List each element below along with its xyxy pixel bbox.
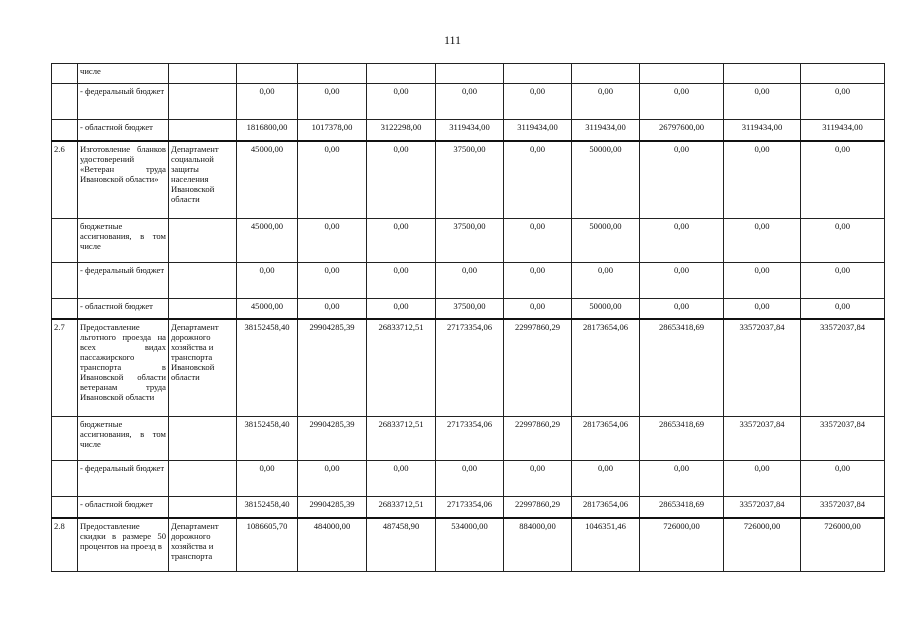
row-number xyxy=(52,299,78,319)
measure-name: Предоставление скидки в размере 50 процентов на проезд в xyxy=(78,518,169,572)
amount-cell: 28173654,06 xyxy=(572,319,640,417)
amount-cell: 37500,00 xyxy=(436,299,504,319)
amount-cell: 1816800,00 xyxy=(237,120,298,141)
amount-cell: 0,00 xyxy=(640,141,724,219)
amount-cell: 28653418,69 xyxy=(640,417,724,461)
amount-cell: 0,00 xyxy=(724,299,801,319)
amount-cell: 0,00 xyxy=(572,461,640,497)
amount-cell: 1017378,00 xyxy=(298,120,367,141)
amount-cell: 0,00 xyxy=(572,263,640,299)
table-body xyxy=(52,64,885,572)
amount-cell: 28653418,69 xyxy=(640,319,724,417)
amount-cell: 0,00 xyxy=(640,219,724,263)
amount-cell: 0,00 xyxy=(724,263,801,299)
amount-cell xyxy=(298,64,367,84)
amount-cell: 37500,00 xyxy=(436,219,504,263)
amount-cell xyxy=(237,64,298,84)
amount-cell: 3119434,00 xyxy=(724,120,801,141)
measure-name: - федеральный бюджет xyxy=(78,461,169,497)
amount-cell: 0,00 xyxy=(640,299,724,319)
amount-cell: 534000,00 xyxy=(436,518,504,572)
amount-cell: 33572037,84 xyxy=(724,497,801,518)
amount-cell: 0,00 xyxy=(801,299,885,319)
amount-cell: 0,00 xyxy=(801,263,885,299)
amount-cell: 0,00 xyxy=(237,263,298,299)
amount-cell: 45000,00 xyxy=(237,299,298,319)
amount-cell: 27173354,06 xyxy=(436,417,504,461)
amount-cell: 29904285,39 xyxy=(298,417,367,461)
amount-cell: 0,00 xyxy=(367,461,436,497)
amount-cell: 22997860,29 xyxy=(504,417,572,461)
responsible-org xyxy=(169,219,237,263)
amount-cell xyxy=(724,64,801,84)
amount-cell: 0,00 xyxy=(367,263,436,299)
responsible-org xyxy=(169,497,237,518)
amount-cell: 26797600,00 xyxy=(640,120,724,141)
amount-cell: 0,00 xyxy=(367,299,436,319)
amount-cell: 0,00 xyxy=(504,141,572,219)
amount-cell: 28653418,69 xyxy=(640,497,724,518)
amount-cell: 0,00 xyxy=(640,263,724,299)
responsible-org: Департамент социальной защиты населения Ивановской области xyxy=(169,141,237,219)
page-number: 111 xyxy=(443,33,462,47)
amount-cell: 33572037,84 xyxy=(724,417,801,461)
amount-cell: 50000,00 xyxy=(572,141,640,219)
amount-cell: 1086605,70 xyxy=(237,518,298,572)
amount-cell: 0,00 xyxy=(724,219,801,263)
measure-name: Изготовление бланков удостоверений «Ветеран труда Ивановской области» xyxy=(78,141,169,219)
budget-table xyxy=(51,63,885,572)
amount-cell: 26833712,51 xyxy=(367,319,436,417)
amount-cell: 0,00 xyxy=(724,141,801,219)
table-row xyxy=(52,299,885,319)
amount-cell: 0,00 xyxy=(504,84,572,120)
amount-cell: 0,00 xyxy=(801,141,885,219)
amount-cell: 3119434,00 xyxy=(801,120,885,141)
amount-cell: 0,00 xyxy=(436,263,504,299)
row-number: 2.6 xyxy=(52,141,78,219)
amount-cell: 27173354,06 xyxy=(436,497,504,518)
row-number xyxy=(52,219,78,263)
amount-cell: 726000,00 xyxy=(801,518,885,572)
amount-cell xyxy=(572,64,640,84)
table-row xyxy=(52,518,885,572)
table-row xyxy=(52,64,885,84)
amount-cell xyxy=(640,64,724,84)
table-row xyxy=(52,417,885,461)
measure-name: - областной бюджет xyxy=(78,299,169,319)
amount-cell: 0,00 xyxy=(298,299,367,319)
amount-cell: 3119434,00 xyxy=(572,120,640,141)
row-number xyxy=(52,461,78,497)
measure-name: числе xyxy=(78,64,169,84)
amount-cell: 45000,00 xyxy=(237,141,298,219)
amount-cell: 26833712,51 xyxy=(367,497,436,518)
responsible-org xyxy=(169,417,237,461)
row-number: 2.7 xyxy=(52,319,78,417)
amount-cell: 0,00 xyxy=(237,84,298,120)
amount-cell: 3119434,00 xyxy=(504,120,572,141)
table-row xyxy=(52,497,885,518)
amount-cell: 0,00 xyxy=(504,299,572,319)
responsible-org xyxy=(169,84,237,120)
amount-cell: 33572037,84 xyxy=(801,417,885,461)
amount-cell: 0,00 xyxy=(801,84,885,120)
amount-cell: 3122298,00 xyxy=(367,120,436,141)
measure-name: - федеральный бюджет xyxy=(78,263,169,299)
table-row xyxy=(52,461,885,497)
amount-cell: 33572037,84 xyxy=(724,319,801,417)
amount-cell: 884000,00 xyxy=(504,518,572,572)
amount-cell: 0,00 xyxy=(436,84,504,120)
amount-cell: 0,00 xyxy=(640,461,724,497)
amount-cell: 0,00 xyxy=(298,84,367,120)
amount-cell: 28173654,06 xyxy=(572,417,640,461)
responsible-org xyxy=(169,64,237,84)
amount-cell: 28173654,06 xyxy=(572,497,640,518)
amount-cell: 0,00 xyxy=(298,263,367,299)
amount-cell: 0,00 xyxy=(237,461,298,497)
row-number: 2.8 xyxy=(52,518,78,572)
amount-cell: 22997860,29 xyxy=(504,497,572,518)
table-row xyxy=(52,120,885,141)
responsible-org xyxy=(169,263,237,299)
responsible-org xyxy=(169,461,237,497)
amount-cell: 0,00 xyxy=(298,461,367,497)
measure-name: - областной бюджет xyxy=(78,497,169,518)
amount-cell: 0,00 xyxy=(367,84,436,120)
responsible-org: Департамент дорожного хозяйства и транспорта xyxy=(169,518,237,572)
amount-cell: 33572037,84 xyxy=(801,319,885,417)
measure-name: - областной бюджет xyxy=(78,120,169,141)
amount-cell xyxy=(801,64,885,84)
amount-cell: 50000,00 xyxy=(572,299,640,319)
amount-cell: 487458,90 xyxy=(367,518,436,572)
amount-cell: 0,00 xyxy=(298,141,367,219)
table-row xyxy=(52,84,885,120)
row-number xyxy=(52,84,78,120)
amount-cell: 0,00 xyxy=(724,461,801,497)
amount-cell: 1046351,46 xyxy=(572,518,640,572)
amount-cell: 26833712,51 xyxy=(367,417,436,461)
responsible-org xyxy=(169,299,237,319)
responsible-org xyxy=(169,120,237,141)
amount-cell: 22997860,29 xyxy=(504,319,572,417)
amount-cell: 29904285,39 xyxy=(298,319,367,417)
amount-cell: 0,00 xyxy=(367,141,436,219)
row-number xyxy=(52,120,78,141)
amount-cell: 0,00 xyxy=(640,84,724,120)
amount-cell: 0,00 xyxy=(504,461,572,497)
table-row xyxy=(52,219,885,263)
measure-name: бюджетные ассигнования, в том числе xyxy=(78,417,169,461)
amount-cell: 50000,00 xyxy=(572,219,640,263)
amount-cell: 726000,00 xyxy=(640,518,724,572)
amount-cell: 0,00 xyxy=(724,84,801,120)
amount-cell: 0,00 xyxy=(504,263,572,299)
amount-cell: 33572037,84 xyxy=(801,497,885,518)
amount-cell: 38152458,40 xyxy=(237,417,298,461)
amount-cell xyxy=(504,64,572,84)
table-row xyxy=(52,141,885,219)
amount-cell: 0,00 xyxy=(298,219,367,263)
table-row xyxy=(52,263,885,299)
measure-name: Предоставление льготного проезда на всех видах пассажирского транспорта в Ивановской области ветеранам труда Ивановской области xyxy=(78,319,169,417)
amount-cell: 0,00 xyxy=(572,84,640,120)
measure-name: бюджетные ассигнования, в том числе xyxy=(78,219,169,263)
amount-cell: 726000,00 xyxy=(724,518,801,572)
amount-cell: 3119434,00 xyxy=(436,120,504,141)
amount-cell: 0,00 xyxy=(367,219,436,263)
amount-cell xyxy=(436,64,504,84)
amount-cell: 38152458,40 xyxy=(237,319,298,417)
amount-cell: 484000,00 xyxy=(298,518,367,572)
amount-cell xyxy=(367,64,436,84)
responsible-org: Департамент дорожного хозяйства и транспорта Ивановской области xyxy=(169,319,237,417)
amount-cell: 45000,00 xyxy=(237,219,298,263)
row-number xyxy=(52,64,78,84)
amount-cell: 29904285,39 xyxy=(298,497,367,518)
amount-cell: 0,00 xyxy=(801,461,885,497)
measure-name: - федеральный бюджет xyxy=(78,84,169,120)
amount-cell: 0,00 xyxy=(504,219,572,263)
amount-cell: 0,00 xyxy=(436,461,504,497)
amount-cell: 0,00 xyxy=(801,219,885,263)
amount-cell: 37500,00 xyxy=(436,141,504,219)
table-row xyxy=(52,319,885,417)
row-number xyxy=(52,497,78,518)
amount-cell: 38152458,40 xyxy=(237,497,298,518)
row-number xyxy=(52,263,78,299)
amount-cell: 27173354,06 xyxy=(436,319,504,417)
row-number xyxy=(52,417,78,461)
